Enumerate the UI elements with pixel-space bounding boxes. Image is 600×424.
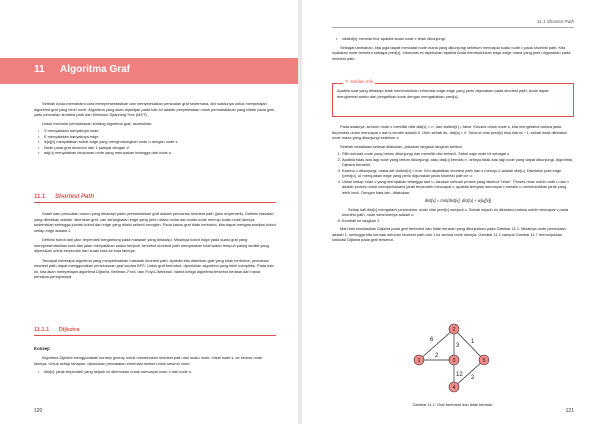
- step-item: 3. Karena u dikunjungi, maka set visited[u] = true. Kini dipastikan shortest path dari s menuju u adalah dist[u]. Diketahui pula edge ⟨pred[u], u⟩ merupakan edge yang perlu digunakan pada shortest path ke u.: [342, 168, 574, 179]
- steps-list: [332, 151, 574, 223]
- sp-paragraph-2: Definisi bobot dari jalur terpendek bergantung pada masalah yang dihadapi. Misalnya bobot edge pada suatu graf yang merepresentasikan kota dan jalan menyatakan waktu tempuh, tersebut shortest path menyatakan total waktu tempuh paling sedikit yang diperlukan untuk berpindah dari suatu kota ke kota lainnya.: [34, 237, 269, 253]
- notation-item: • adj(u) menyatakan himpunan node yang merupakan tetangga dari node u.: [44, 150, 276, 156]
- top-text: [332, 36, 574, 61]
- concept-heading: Konsep: [34, 346, 50, 351]
- edge-weight-label: 3: [456, 343, 460, 349]
- section-title: Shortest Path: [55, 194, 95, 200]
- edge-weight-label: 1: [471, 339, 475, 345]
- chapter-banner: [0, 58, 298, 84]
- visited-item: • visited[x]: bernilai true apabila suatu node x telah dikunjungi.: [342, 36, 574, 42]
- subsection-heading: [34, 327, 276, 336]
- illustration-paragraph: Mari kita simulasikan Dijkstra pada graf berbobot dan tidak berarah yang ditunjukkan pada Gambar 11.1. Misalnya node permulaan adalah 1, sehingga kita hendak mencari shortest path dari 1 ke semua node lainnya. Gambar 11.2 sampai Gambar 11.7 menunjukkan simulasi Dijkstra pada graf tersebut.: [332, 226, 566, 242]
- node-label: 1: [417, 358, 421, 364]
- after-formula: Setiap kali dist[v] mengalami perubahan, ubah nilai pred[v] menjadi u. Sebab sejauh ini diketahui bahwa untuk mencapai v pada shortest path, node sebelumnya adalah u.: [342, 206, 569, 217]
- chapter-number: 11: [34, 64, 45, 75]
- notation-item: • V menyatakan banyaknya node.: [44, 128, 276, 134]
- visited-list: [332, 36, 574, 42]
- concept-list: [34, 369, 276, 375]
- edge-weight-label: 12: [456, 372, 463, 378]
- node-label: 3: [452, 358, 456, 364]
- chapter-intro: [34, 101, 276, 156]
- edge-weight-label: 2: [471, 375, 475, 381]
- node-label: 5: [482, 358, 486, 364]
- notation-intro: Untuk memulai pembahasan tentang algoritma graf, asumsikan:: [42, 120, 153, 126]
- notation-item: • Node pada graf dinomori dari 1 sampai dengan V.: [44, 145, 276, 151]
- subsection-number: 11.1.1: [34, 327, 50, 333]
- left-page: [0, 0, 298, 424]
- page-number-left: 120: [34, 408, 43, 414]
- intro-paragraph: Setelah Anda memahami cara merepresentasikan dan menyelesaikan persoalan graf sederhana, kini waktunya untuk mempelajari algoritma graf yang lebih rumit. Algoritma yang akan dipelajari pada bab ini adalah penyelesaian untuk permasalahan yang klasik pada graf, yaitu pencarian shortest path dan Minimum Spanning Tree (MST).: [34, 101, 275, 117]
- pred-paragraph: Sebagai tambahan, kita juga dapat mencatat node mana yang dikunjungi sebelum mencapai suatu node x pada shortest path. Kita nyatakan node tersebut sebagai pred[x]. Informasi ini diperlukan apabila Anda membutuhkan edge-edge mana yang perlu digunakan pada shortest path.: [332, 44, 571, 61]
- node-label: 2: [452, 327, 456, 333]
- notation-item: • w[u][v] menyatakan bobot edge yang menghubungkan node u dengan node v.: [44, 139, 276, 145]
- step-item: 1. Pilih sebuah node yang belum dikunjungi dan memiliki dist terkecil. Sebut saja node ini sebagai u.: [342, 151, 574, 157]
- edge-weight-label: 2: [435, 353, 439, 359]
- step-item: 2. Apabila tidak ada lagi node yang belum dikunjungi, atau dist[u] bernilai ∞, artinya tidak ada lagi node yang dapat dikunjungi. Algoritma Dijkstra berakhir.: [342, 157, 574, 168]
- section-heading: [34, 194, 276, 203]
- info-text: Apabila soal yang dihadapi tidak membutuhkan informasi edge-edge yang perlu digunakan pada shortest path, Anda dapat menghemat waktu dan pengetikan kode dengan mengabaikan pred[x].: [337, 88, 549, 99]
- concept-item: • dist[x]: jarak terpendek yang sejauh ini ditemukan untuk mencapai node x dari node s.: [44, 369, 276, 375]
- initial-paragraph: Pada awalnya, seluruh node x memiliki nilai dist[x] = ∞, dan visited[x] = false. Khusus untuk node s, kita mengetahui bahwa jarak terpendek untuk mencapai s dari s sendiri adalah 0. Oleh sebab itu, dist[s] = 0. Seluruh nilai pred[x] bisa kita isi −1, sebab tidak diketahui node mana yang dikunjungi sebelum x.: [332, 124, 568, 140]
- info-label: Sekilas Info: [350, 79, 374, 84]
- relax-formula: dist[v] = min(dist[v], dist[u] + w[u][v]): [424, 198, 492, 203]
- shortest-path-text: [34, 211, 276, 280]
- sp-paragraph-3: Terdapat beberapa algoritma yang menyelesaikan masalah shortest path. Apabila kita diberikan graf yang tidak berbobot, pencarian shortest path dapat menggunakan penelusuran graf secara BFS. Untuk graf berbobot, diperlukan algoritma yang lebih kompleks. Pada bab ini, kita akan mempelajari algoritma Dijkstra, Bellman–Ford, dan Floyd–Warshall. Nama ketiga algoritma tersebut berasal dari nama pencipta-penciptanya.: [34, 257, 274, 279]
- pencil-icon: ✎: [345, 79, 349, 84]
- algorithm-text: [332, 124, 574, 243]
- steps-intro: Setelah inisialisasi selesai dilakukan, jalankan langkah-langkah berikut:: [340, 143, 463, 149]
- subsection-title: Dijkstra: [58, 327, 80, 333]
- concept-paragraph: Algoritma Dijkstra menggunakan konsep greedy untuk menemukan shortest path dari suatu node, misal node s, ke semua node lainnya. Untuk setiap tahapan, diperlukan pencatatan informasi berikut untuk seluruh node:: [34, 355, 263, 366]
- running-header: 11.1 Shortest Path: [537, 19, 574, 24]
- sp-paragraph-1: Salah satu persoalan umum yang dihadapi pada permasalahan graf adalah pencarian shortest path (jalur terpendek). Definisi masalah yang diberikan adalah: diberikan graf, cari serangkaian edge yang perlu dilalui mulai dari suatu node menuju suatu node lainnya, sedemikian sehingga jumlah bobot dari edge yang dilalui sekecil mungkin. Pada kasus graf tidak berbobot, kita dapat mengasumsikan bobot setiap edge adalah 1.: [34, 211, 276, 233]
- section-number: 11.1: [34, 194, 46, 200]
- step-item: Untuk setiap node v yang merupakan tetangga dari u, lakukan sebuah proses yang disebut "relax". Proses relax untuk node u dan v adalah proses untuk memperbaharui jarak terpendek mencapai v, apabila ternyata mencapai v melalui u membutuhkan jarak yang lebih kecil. Dengan kata lain, dilakukan:: [342, 178, 570, 195]
- info-box: [332, 79, 574, 117]
- step-item: 5. Kembali ke langkah 1.: [342, 218, 574, 224]
- concept-block: [34, 346, 276, 375]
- weighted-graph-figure: [394, 317, 514, 399]
- header-rule: [332, 27, 574, 28]
- notation-list: [34, 128, 276, 156]
- figure-caption-wrap: [332, 402, 574, 408]
- section-rule: [34, 202, 276, 203]
- edge-weight-label: 6: [430, 337, 434, 343]
- node-label: 4: [452, 385, 456, 391]
- subsection-rule: [34, 335, 276, 336]
- notation-item: • E menyatakan banyaknya edge.: [44, 134, 276, 140]
- chapter-title: Algoritma Graf: [60, 64, 131, 75]
- page-number-right: 121: [565, 408, 574, 414]
- right-page: [302, 0, 600, 424]
- figure-caption: Gambar 11.1: Graf berbobot dan tidak berarah.: [412, 402, 494, 407]
